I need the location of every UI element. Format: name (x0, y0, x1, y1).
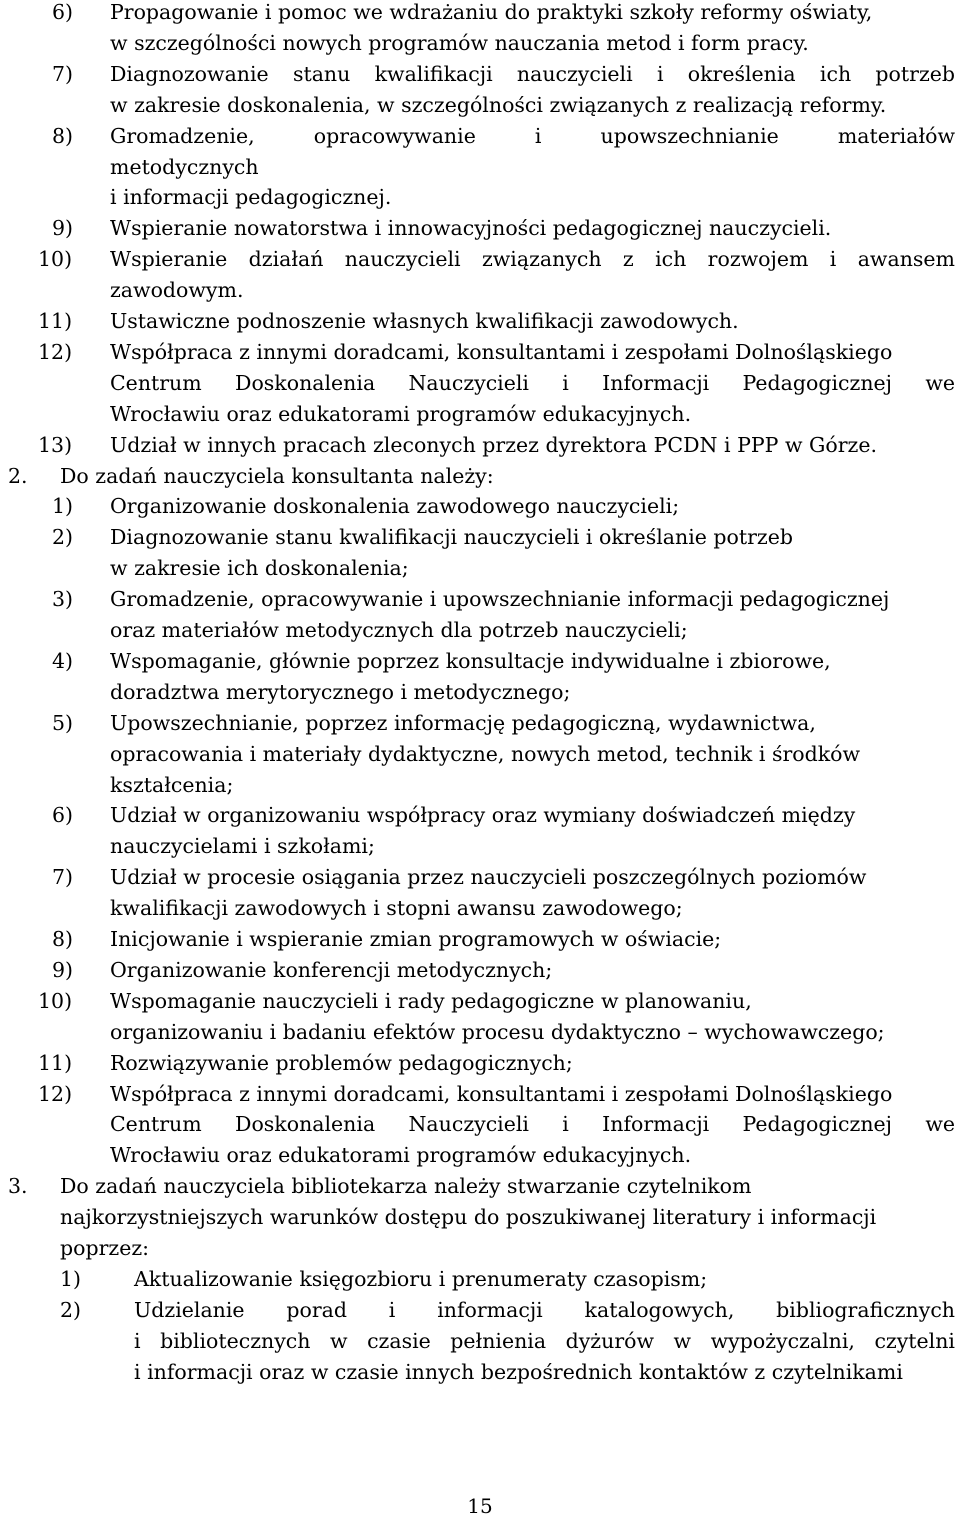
text-line: Do zadań nauczyciela bibliotekarza należy stwarzanie czytelnikom (60, 1174, 752, 1199)
text-line: Aktualizowanie księgozbioru i prenumeraty czasopism; (134, 1266, 708, 1291)
text-line: zawodowym. (110, 278, 244, 303)
item-number: 2) (60, 1297, 82, 1322)
item-number: 12) (38, 1081, 73, 1106)
text-line: kwalifikacji zawodowych i stopni awansu zawodowego; (110, 896, 683, 921)
text-line: Wspieranie nowatorstwa i innowacyjności pedagogicznej nauczycieli. (110, 216, 832, 241)
item-number: 6) (52, 803, 74, 828)
text-line: Wspomaganie nauczycieli i rady pedagogiczne w planowaniu, (110, 988, 752, 1013)
text-line: Gromadzenie, opracowywanie i upowszechnianie materiałów (110, 123, 955, 148)
item-number: 2. (8, 463, 28, 488)
item-number: 7) (52, 865, 74, 890)
item-number: 3) (52, 587, 74, 612)
text-line: Centrum Doskonalenia Nauczycieli i Informacji Pedagogicznej we (110, 370, 955, 395)
text-line: w szczególności nowych programów nauczania metod i form pracy. (110, 30, 809, 55)
text-line: Rozwiązywanie problemów pedagogicznych; (110, 1050, 573, 1075)
text-line: Upowszechnianie, poprzez informację pedagogiczną, wydawnictwa, (110, 710, 816, 735)
text-line: i informacji oraz w czasie innych bezpośrednich kontaktów z czytelnikami (134, 1359, 903, 1384)
text-line: Wspomaganie, głównie poprzez konsultacje indywidualne i zbiorowe, (110, 648, 831, 673)
text-line: Organizowanie konferencji metodycznych; (110, 957, 553, 982)
item-number: 10) (38, 247, 73, 272)
text-line: doradztwa merytorycznego i metodycznego; (110, 679, 571, 704)
item-number: 1) (60, 1266, 82, 1291)
text-line: poprzez: (60, 1236, 150, 1260)
text-line: Diagnozowanie stanu kwalifikacji nauczycieli i określenia ich potrzeb (110, 61, 955, 86)
item-number: 4) (52, 648, 74, 673)
text-line: najkorzystniejszych warunków dostępu do poszukiwanej literatury i informacji (60, 1205, 877, 1230)
text-line: Udział w organizowaniu współpracy oraz wymiany doświadczeń między (110, 803, 856, 828)
text-line: Organizowanie doskonalenia zawodowego nauczycieli; (110, 494, 680, 519)
text-line: i informacji pedagogicznej. (110, 185, 392, 210)
text-line: Udzielanie porad i informacji katalogowych, bibliograficznych (134, 1297, 955, 1322)
item-number: 7) (52, 61, 74, 86)
item-number: 5) (52, 710, 74, 735)
text-line: Diagnozowanie stanu kwalifikacji nauczycieli i określanie potrzeb (110, 525, 793, 550)
text-line: nauczycielami i szkołami; (110, 834, 375, 859)
text-line: Udział w procesie osiągania przez nauczycieli poszczególnych poziomów (110, 865, 867, 890)
item-number: 11) (38, 1050, 73, 1075)
text-line: Wspieranie działań nauczycieli związanych z ich rozwojem i awansem (110, 247, 955, 272)
text-line: Wrocławiu oraz edukatorami programów edukacyjnych. (110, 1143, 692, 1168)
text-line: w zakresie doskonalenia, w szczególności związanych z realizacją reformy. (110, 92, 887, 117)
text-line: oraz materiałów metodycznych dla potrzeb nauczycieli; (110, 618, 688, 642)
page-number: 15 (467, 1494, 493, 1518)
text-line: Do zadań nauczyciela konsultanta należy: (60, 463, 494, 488)
text-line: Propagowanie i pomoc we wdrażaniu do praktyki szkoły reformy oświaty, (110, 0, 873, 24)
item-number: 13) (38, 432, 73, 457)
text-line: Ustawiczne podnoszenie własnych kwalifikacji zawodowych. (110, 309, 739, 333)
text-line: kształcenia; (110, 772, 234, 797)
item-number: 2) (52, 525, 74, 550)
text-line: Inicjowanie i wspieranie zmian programowych w oświacie; (110, 927, 722, 951)
item-number: 10) (38, 988, 73, 1013)
item-number: 9) (52, 216, 74, 241)
text-line: Współpraca z innymi doradcami, konsultantami i zespołami Dolnośląskiego (110, 1081, 893, 1106)
item-number: 12) (38, 339, 73, 364)
text-line: metodycznych (110, 154, 259, 179)
item-number: 11) (38, 309, 73, 333)
text-line: Udział w innych pracach zleconych przez dyrektora PCDN i PPP w Górze. (110, 432, 878, 457)
item-number: 9) (52, 957, 74, 982)
text-line: i bibliotecznych w czasie pełnienia dyżurów w wypożyczalni, czytelni (134, 1328, 955, 1353)
text-line: w zakresie ich doskonalenia; (110, 556, 409, 581)
item-number: 8) (52, 927, 74, 951)
text-line: organizowaniu i badaniu efektów procesu dydaktyczno – wychowawczego; (110, 1019, 885, 1044)
text-line: Współpraca z innymi doradcami, konsultantami i zespołami Dolnośląskiego (110, 339, 893, 364)
text-line: opracowania i materiały dydaktyczne, nowych metod, technik i środków (110, 741, 861, 766)
text-line: Gromadzenie, opracowywanie i upowszechnianie informacji pedagogicznej (110, 587, 890, 612)
item-number: 1) (52, 494, 74, 519)
item-number: 3. (8, 1174, 28, 1199)
text-line: Wrocławiu oraz edukatorami programów edukacyjnych. (110, 401, 692, 426)
text-line: Centrum Doskonalenia Nauczycieli i Informacji Pedagogicznej we (110, 1112, 955, 1137)
item-number: 8) (52, 123, 74, 148)
item-number: 6) (52, 0, 74, 24)
